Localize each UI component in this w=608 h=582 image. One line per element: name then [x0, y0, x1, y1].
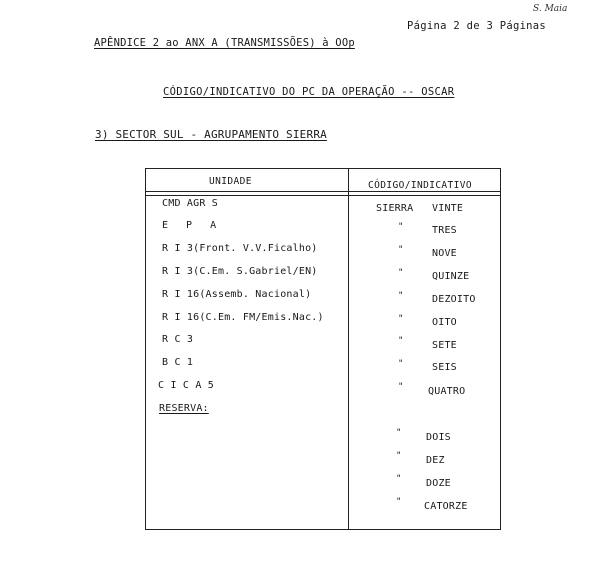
code-cell: DOZE [426, 478, 451, 489]
handwritten-note: S. Maia [533, 4, 568, 14]
code-cell: SEIS [432, 362, 457, 373]
ditto-mark: " [396, 497, 402, 507]
header-rule-2 [145, 195, 501, 196]
ditto-mark: " [398, 268, 404, 278]
code-cell: TRES [432, 225, 457, 236]
unit-cell: R C 3 [162, 334, 194, 345]
code-cell: CATORZE [424, 501, 468, 512]
ditto-mark: " [396, 451, 402, 461]
reserve-label: RESERVA: [159, 403, 209, 414]
unit-cell: B C 1 [162, 357, 194, 368]
code-cell: SETE [432, 340, 457, 351]
unit-cell: R I 3(C.Em. S.Gabriel/EN) [162, 266, 318, 277]
code-cell: QUINZE [432, 271, 470, 282]
ditto-mark: " [398, 336, 404, 346]
ditto-mark: " [398, 382, 404, 392]
ditto-mark: " [398, 314, 404, 324]
code-cell: DEZ [426, 455, 445, 466]
ditto-mark: " [398, 291, 404, 301]
unit-cell: R I 3(Front. V.V.Ficalho) [162, 243, 318, 254]
code-cell: VINTE [432, 203, 464, 214]
ditto-mark: " [396, 474, 402, 484]
unit-cell: C I C A 5 [158, 380, 214, 391]
unit-cell: R I 16(Assemb. Nacional) [162, 289, 312, 300]
ditto-mark: " [398, 359, 404, 369]
unit-cell: E P A [162, 220, 223, 231]
ditto-mark: " [398, 245, 404, 255]
code-cell: OITO [432, 317, 457, 328]
header-rule-1 [145, 191, 501, 192]
code-prefix-cell: SIERRA [376, 203, 414, 214]
code-cell: QUATRO [428, 386, 466, 397]
code-cell: DEZOITO [432, 294, 476, 305]
page-number: Página 2 de 3 Páginas [407, 20, 547, 32]
ditto-mark: " [398, 222, 404, 232]
unit-cell: CMD AGR S [162, 198, 218, 209]
ditto-mark: " [396, 428, 402, 438]
section-title [95, 128, 327, 141]
header-code: CÓDIGO/INDICATIVO [368, 180, 473, 191]
column-divider [348, 168, 349, 530]
code-cell: NOVE [432, 248, 457, 259]
unit-cell: R I 16(C.Em. FM/Emis.Nac.) [162, 312, 324, 323]
header-unit: UNIDADE [209, 176, 252, 187]
appendix-title: APÊNDICE 2 ao ANX A (TRANSMISSÕES) à OOp [94, 37, 355, 49]
document-title: CÓDIGO/INDICATIVO DO PC DA OPERAÇÃO -- OSCAR [163, 86, 455, 98]
section-title-text: 3) SECTOR SUL - AGRUPAMENTO SIERRA [95, 128, 327, 141]
code-cell: DOIS [426, 432, 451, 443]
